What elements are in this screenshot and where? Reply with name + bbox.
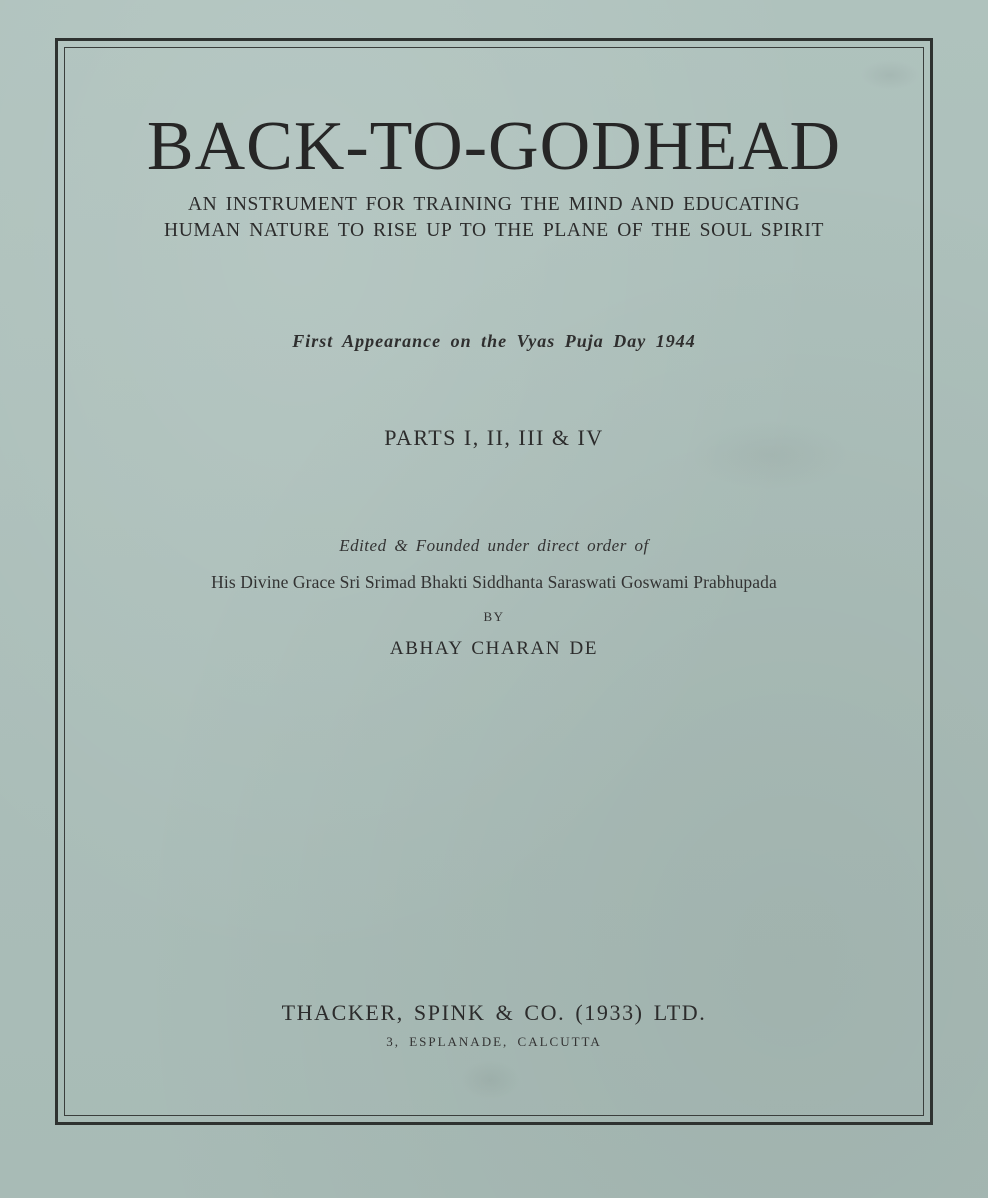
parts-line: PARTS I, II, III & IV [384, 425, 604, 450]
publisher-name: THACKER, SPINK & CO. (1933) LTD. [281, 1000, 707, 1025]
author-name: ABHAY CHARAN DE [389, 638, 599, 659]
first-appearance-line: First Appearance on the Vyas Puja Day 1944 [292, 331, 696, 351]
cover-title: BACK-TO-GODHEAD [146, 108, 842, 185]
dedication-line: His Divine Grace Sri Srimad Bhakti Siddhanta Saraswati Goswami Prabhupada [211, 572, 777, 592]
by-line: BY [483, 609, 505, 624]
edited-line: Edited & Founded under direct order of [339, 536, 649, 555]
publisher-address: 3, ESPLANADE, CALCUTTA [386, 1034, 602, 1049]
subtitle-line-2: HUMAN NATURE TO RISE UP TO THE PLANE OF THE SOUL SPIRIT [164, 220, 824, 241]
subtitle-line-1: AN INSTRUMENT FOR TRAINING THE MIND AND EDUCATING [187, 194, 801, 215]
